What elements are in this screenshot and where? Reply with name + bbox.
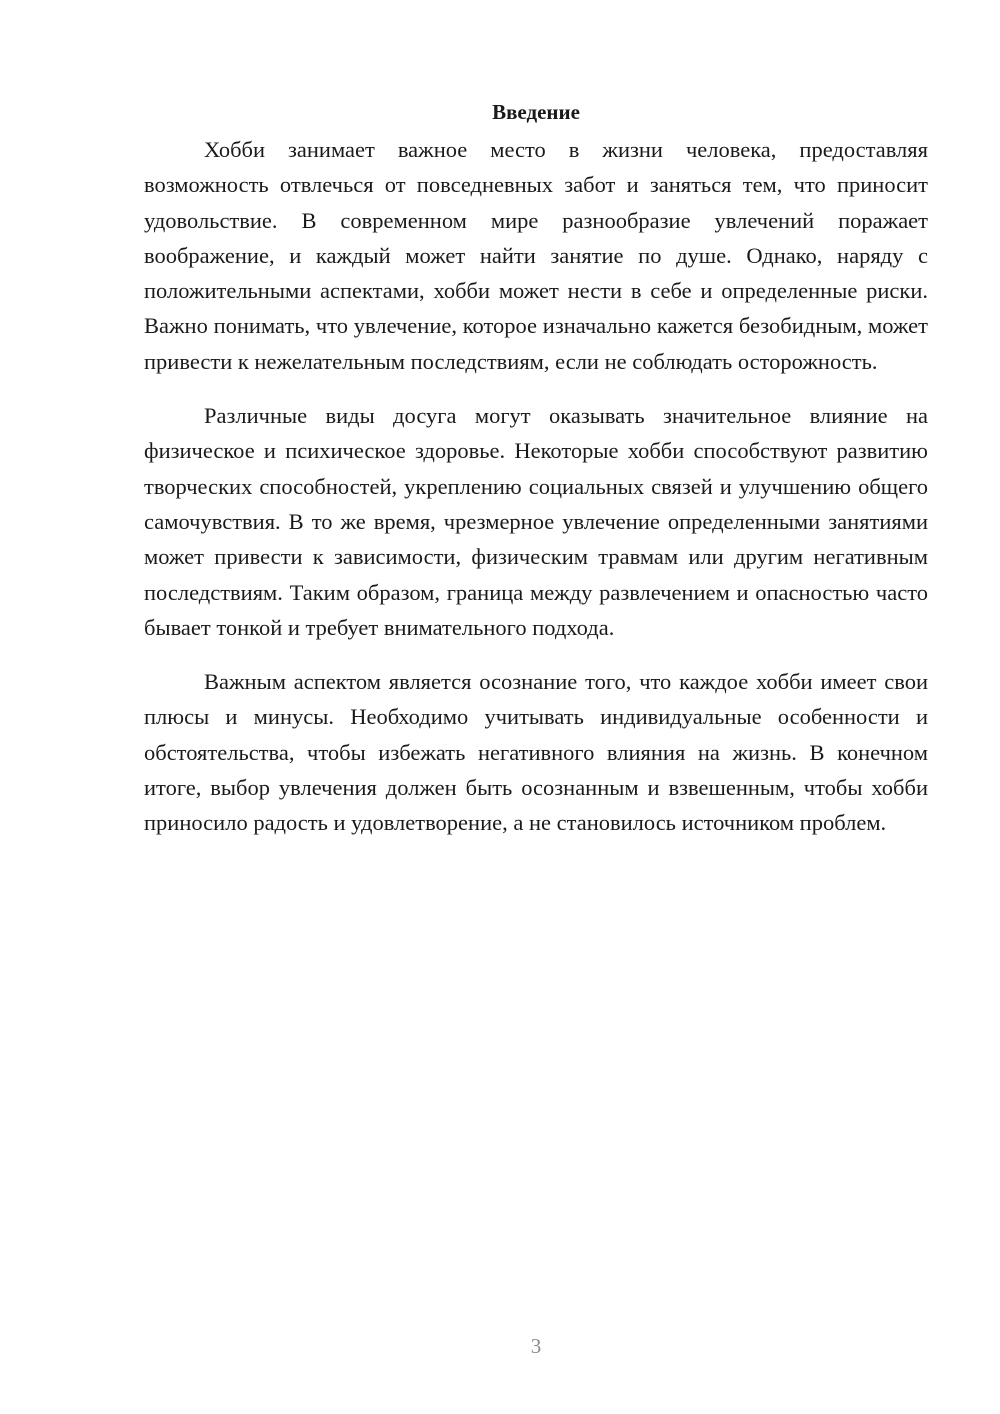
document-body	[144, 98, 928, 841]
paragraph-1: Хобби занимает важное место в жизни человека, предоставляя возможность отвлечься от повседневных забот и заняться тем, что приносит удовольствие. В современном мире разнообразие увлечений поражает воображение, и каждый может найти занятие по душе. Однако, наряду с положительными аспектами, хобби может нести в себе и определенные риски. Важно понимать, что увлечение, которое изначально кажется безобидным, может привести к нежелательным последствиям, если не соблюдать осторожность.	[144, 137, 928, 374]
section-title: Введение	[492, 100, 580, 124]
paragraph-3: Важным аспектом является осознание того, что каждое хобби имеет свои плюсы и минусы. Необходимо учитывать индивидуальные особенности и обстоятельства, чтобы избежать негативного влияния на жизнь. В конечном итоге, выбор увлечения должен быть осознанным и взвешенным, чтобы хобби приносило радость и удовлетворение, а не становилось источником проблем.	[144, 669, 928, 836]
paragraph-2: Различные виды досуга могут оказывать значительное влияние на физическое и психическое здоровье. Некоторые хобби способствуют развитию творческих способностей, укреплению социальных связей и улучшению общего самочувствия. В то же время, чрезмерное увлечение определенными занятиями может привести к зависимости, физическим травмам или другим негативным последствиям. Таким образом, граница между развлечением и опасностью часто бывает тонкой и требует внимательного подхода.	[144, 403, 928, 640]
page-number: 3	[530, 1334, 542, 1358]
